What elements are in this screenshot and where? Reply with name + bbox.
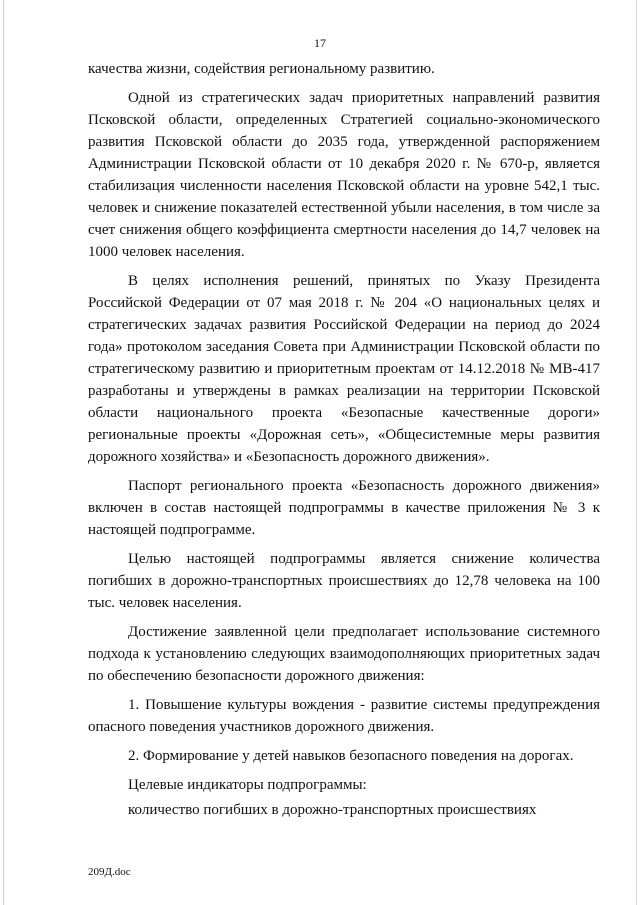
- document-body: [88, 58, 600, 828]
- paragraph-passport: Паспорт регионального проекта «Безопасность дорожного движения» включен в состав настоящей подпрограммы в качестве приложения № 3 к настоящей подпрограмме.: [88, 478, 600, 538]
- paragraph-decree: В целях исполнения решений, принятых по Указу Президента Российской Федерации от 07 мая 2018 г. № 204 «О национальных целях и стратегических задачах развития Российской Федерации на период до 2024 года» протоколом заседания Совета при Администрации Псковской области по стратегическому развитию и приоритетным проектам от 14.12.2018 № МВ-417 разработаны и утверждены в рамках реализации на территории Псковской области национального проекта «Безопасные качественные дороги» региональные проекты «Дорожная сеть», «Общесистемные меры развития дорожного хозяйства» и «Безопасность дорожного движения».: [88, 273, 600, 465]
- list-item-1: 1. Повышение культуры вождения - развитие системы предупреждения опасного поведения участников дорожного движения.: [88, 697, 600, 735]
- paragraph-indicators-heading: Целевые индикаторы подпрограммы:: [128, 777, 367, 793]
- paragraph-indicator-text: количество погибших в дорожно-транспортных происшествиях: [128, 802, 537, 818]
- paragraph-continuation: качества жизни, содействия региональному развитию.: [88, 61, 435, 77]
- list-item-2: 2. Формирование у детей навыков безопасного поведения на дорогах.: [128, 748, 574, 764]
- paragraph-goal: Целью настоящей подпрограммы является снижение количества погибших в дорожно-транспортных происшествиях до 12,78 человека на 100 тыс. человек населения.: [88, 551, 600, 611]
- paragraph-approach: Достижение заявленной цели предполагает использование системного подхода к установлению следующих взаимодополняющих приоритетных задач по обеспечению безопасности дорожного движения:: [88, 624, 600, 684]
- page-number: 17: [314, 36, 326, 50]
- scan-edge-left: [3, 0, 4, 905]
- scan-edge-right: [636, 0, 637, 905]
- paragraph-strategy: Одной из стратегических задач приоритетных направлений развития Псковской области, определенных Стратегией социально-экономического развития Псковской области до 2035 года, утвержденной распоряжением Администрации Псковской области от 10 декабря 2020 г. № 670-р, является стабилизация численности населения Псковской области на уровне 542,1 тыс. человек и снижение показателей естественной убыли населения, в том числе за счет снижения общего коэффициента смертности населения до 14,7 человек на 1000 человек населения.: [88, 90, 600, 260]
- footer-filename: 209Д.doc: [88, 866, 131, 878]
